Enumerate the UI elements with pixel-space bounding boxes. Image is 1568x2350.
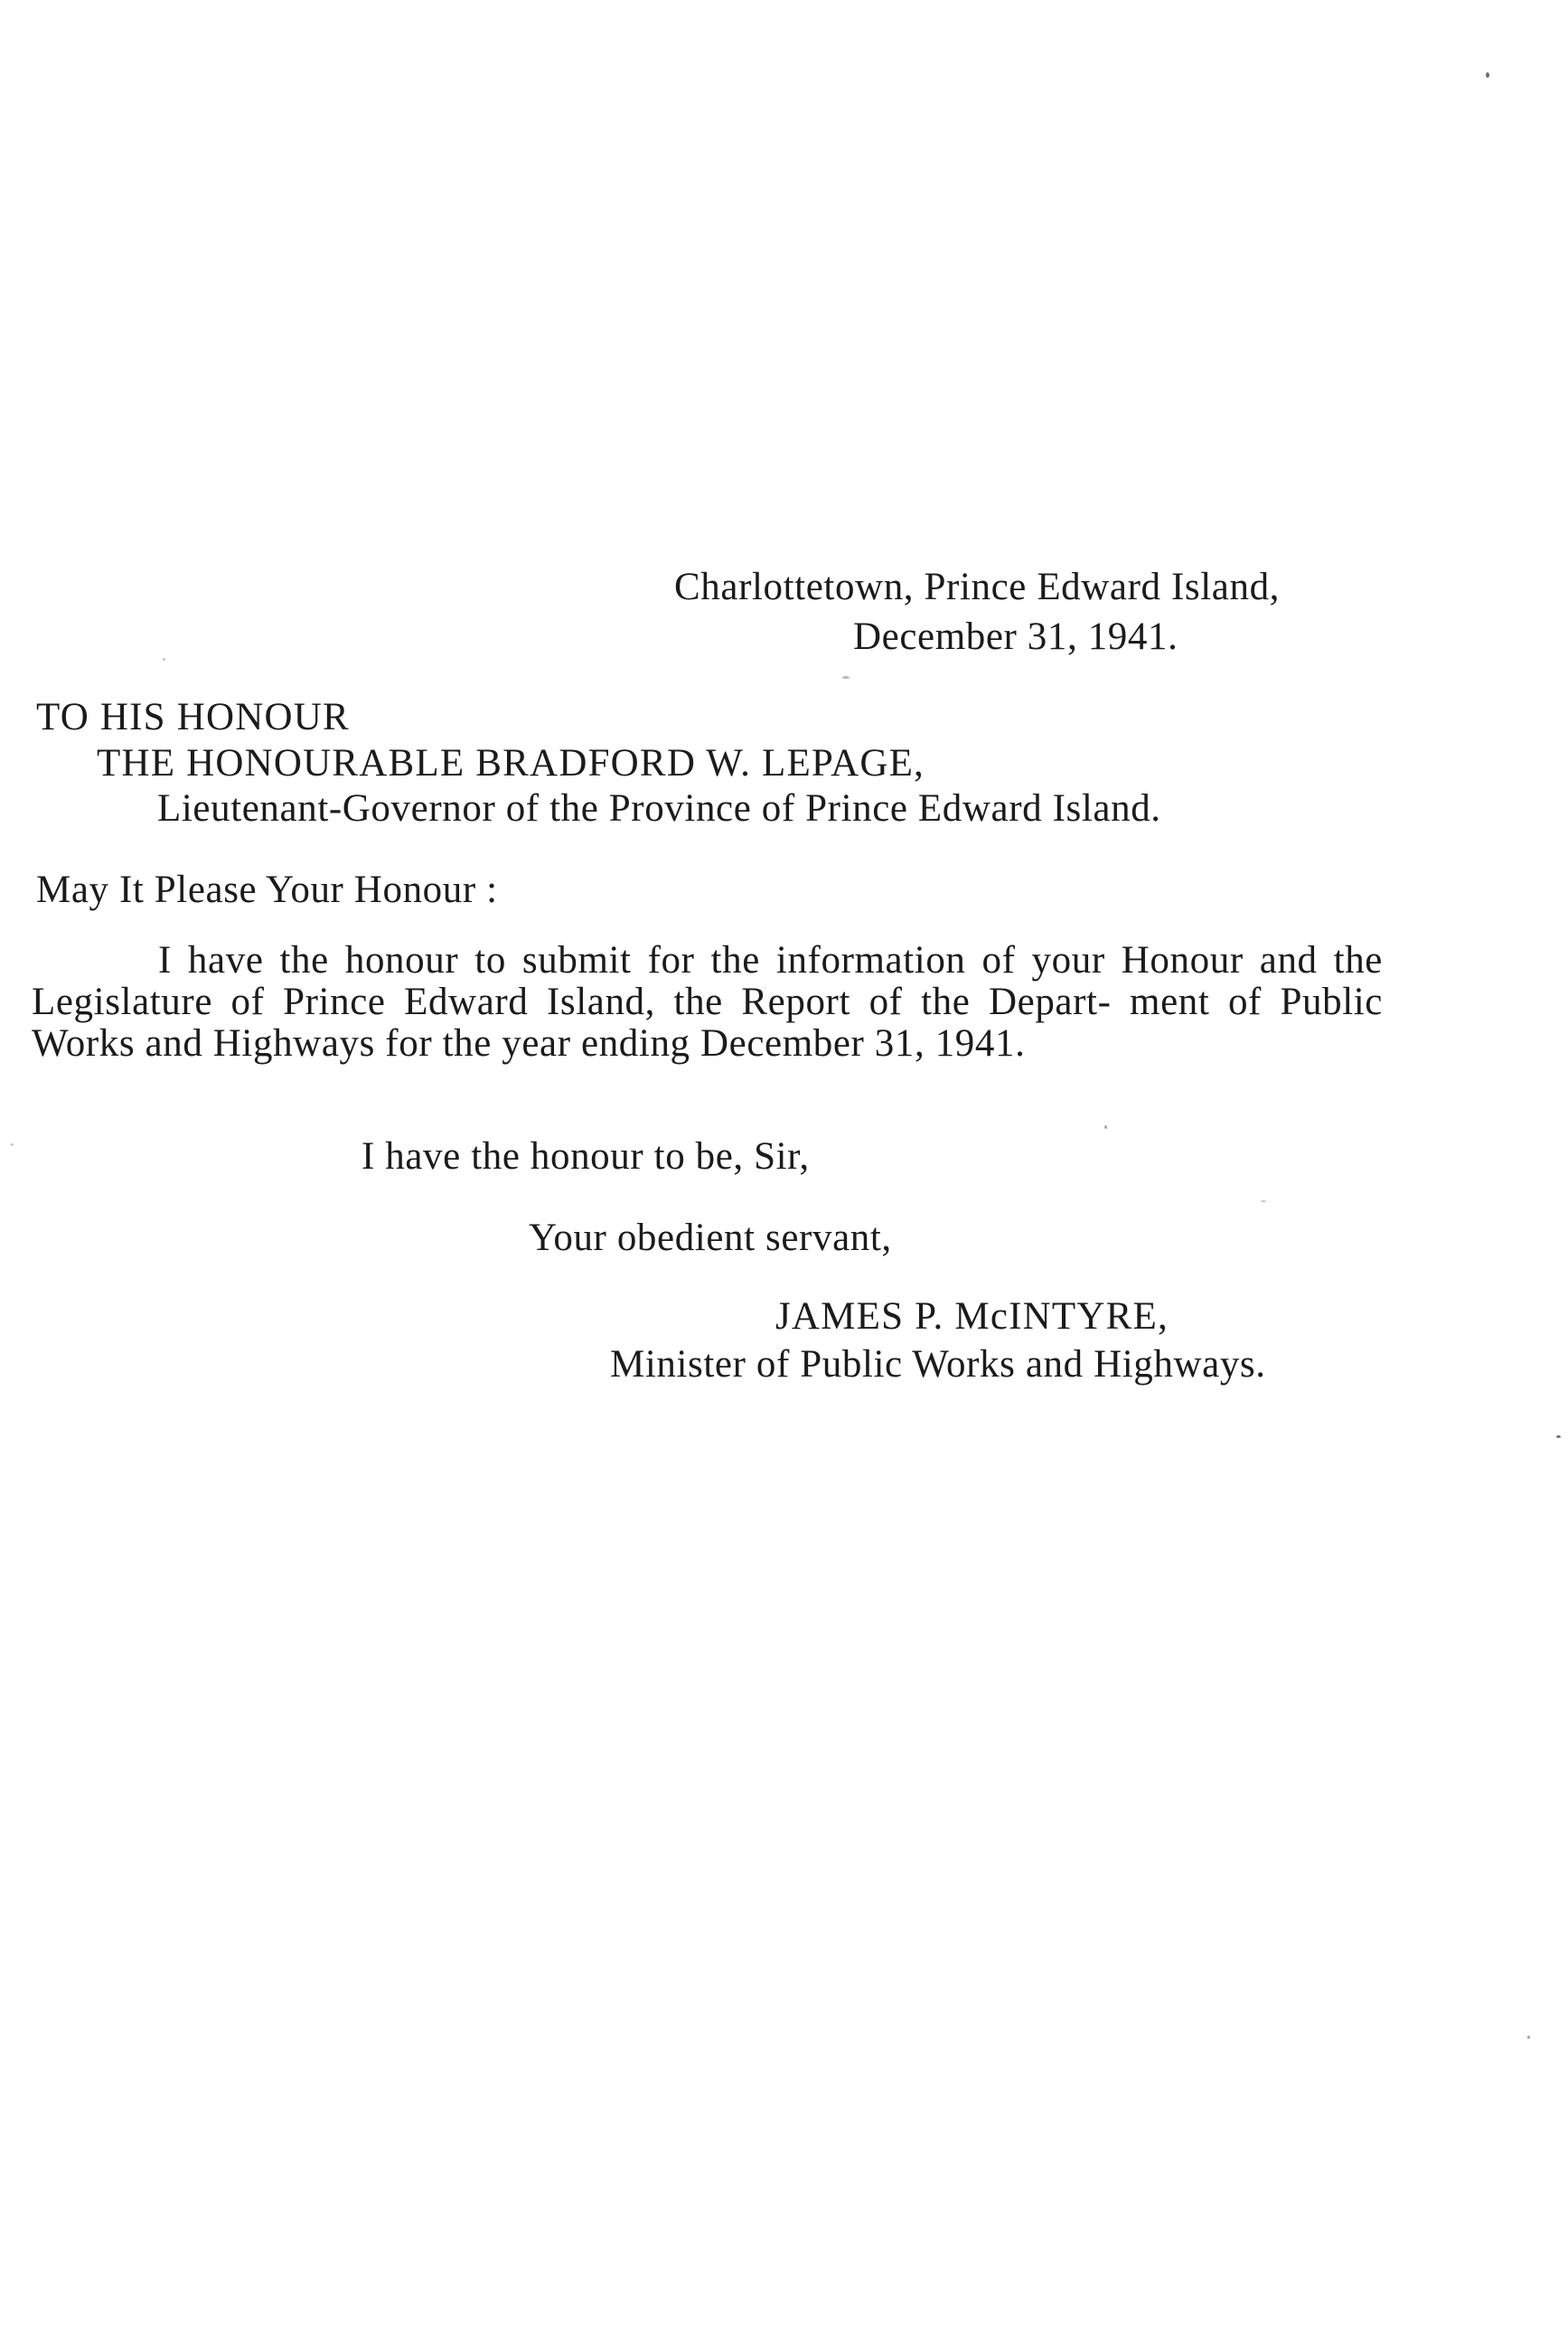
letter-place: Charlottetown, Prince Edward Island,	[674, 566, 1281, 608]
closing-line-1: I have the honour to be, Sir,	[361, 1135, 810, 1178]
scan-speck	[11, 1143, 14, 1146]
signature-title: Minister of Public Works and Highways.	[610, 1343, 1266, 1386]
scan-speck	[1556, 1435, 1561, 1438]
body-paragraph: I have the honour to submit for the information of your Honour and the Legislature of Prince Edward Island, the Report of the Depart- ment of Public Works and Highways for the year ending December 31, 1941.	[32, 939, 1383, 1065]
addressee-line-1: TO HIS HONOUR	[36, 696, 350, 738]
addressee-line-3: Lieutenant-Governor of the Province of Prince Edward Island.	[157, 787, 1161, 830]
scan-speck	[163, 658, 165, 661]
scan-speck	[842, 676, 850, 679]
scan-speck	[1104, 1125, 1107, 1129]
addressee-line-2: THE HONOURABLE BRADFORD W. LEPAGE,	[97, 742, 925, 785]
scan-speck	[1527, 2035, 1530, 2039]
salutation: May It Please Your Honour :	[36, 869, 498, 911]
closing-line-2: Your obedient servant,	[529, 1217, 892, 1259]
scan-speck	[1261, 1200, 1266, 1202]
signature-name: JAMES P. McINTYRE,	[775, 1295, 1169, 1338]
letter-date: December 31, 1941.	[853, 616, 1178, 658]
scan-speck	[1486, 72, 1489, 78]
